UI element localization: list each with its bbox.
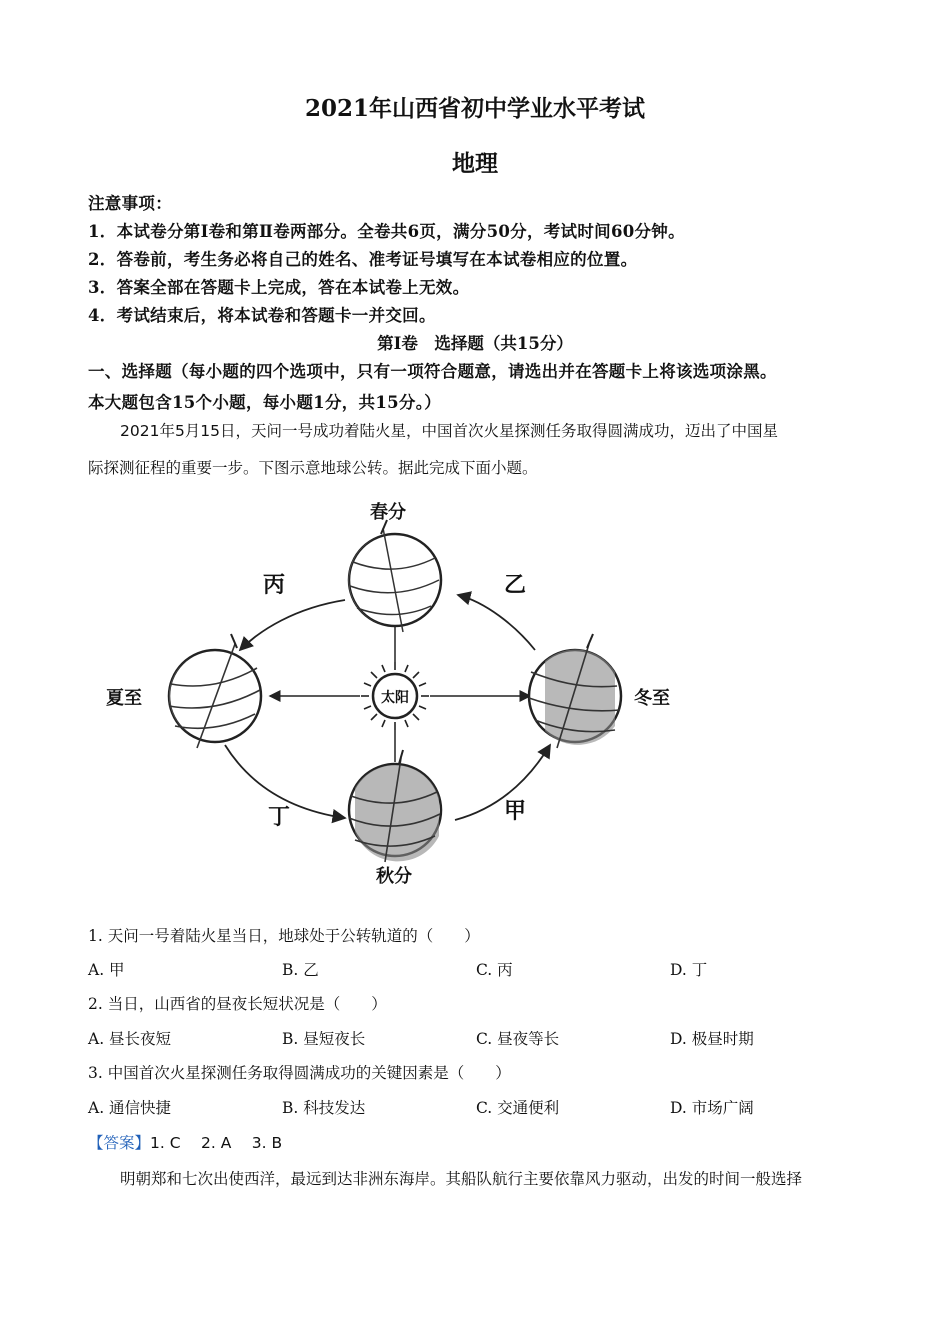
question-1-stem: 1. 天问一号着陆火星当日，地球处于公转轨道的（ ） [88, 927, 480, 945]
notice-item-4: 4．考试结束后，将本试卷和答题卡一并交回。 [88, 306, 436, 325]
q2-option-c: C. 昼夜等长 [476, 1030, 560, 1048]
globe-autumn [349, 750, 441, 862]
notice-item-3: 3．答案全部在答题卡上完成，答在本试卷上无效。 [88, 278, 470, 297]
orbit-arc-bing [240, 600, 345, 650]
part1-title: 第Ⅰ卷 选择题（共15分） [377, 334, 573, 353]
label-jia: 甲 [504, 798, 527, 824]
q1-option-c: C. 丙 [476, 961, 513, 979]
answer-text: 1. C 2. A 3. B [150, 1134, 283, 1152]
notice-item-2: 2．答卷前，考生务必将自己的姓名、准考证号填写在本试卷相应的位置。 [88, 250, 638, 269]
q2-option-d: D. 极昼时期 [670, 1030, 754, 1048]
part1-instruction-line2: 本大题包含15个小题，每小题1分，共15分。） [88, 393, 442, 412]
globe-summer [169, 634, 261, 748]
q1-option-b: B. 乙 [282, 961, 319, 979]
q3-option-b: B. 科技发达 [282, 1099, 366, 1117]
label-spring: 春分 [370, 502, 406, 523]
earth-revolution-diagram [90, 490, 710, 900]
question-3-stem: 3. 中国首次火星探测任务取得圆满成功的关键因素是（ ） [88, 1064, 511, 1082]
exam-subject: 地理 [452, 150, 498, 177]
answer-line [88, 1131, 282, 1153]
q2-option-a: A. 昼长夜短 [88, 1030, 172, 1048]
q3-option-d: D. 市场广阔 [670, 1099, 754, 1117]
q2-option-b: B. 昼短夜长 [282, 1030, 366, 1048]
question-2-stem: 2. 当日，山西省的昼夜长短状况是（ ） [88, 995, 387, 1013]
notice-heading: 注意事项： [88, 194, 172, 213]
orbit-arc-jia [455, 745, 550, 820]
sun-label: 太阳 [381, 690, 409, 706]
label-yi: 乙 [504, 572, 527, 598]
part1-instruction-line1: 一、选择题（每小题的四个选项中，只有一项符合题意，请选出并在答题卡上将该选项涂黑。 [88, 362, 777, 381]
passage2-line1: 明朝郑和七次出使西洋，最远到达非洲东海岸。其船队航行主要依靠风力驱动，出发的时间一般选择 [120, 1170, 803, 1188]
label-summer: 夏至 [106, 688, 142, 709]
q1-option-a: A. 甲 [88, 961, 125, 979]
orbit-arc-yi [458, 595, 535, 650]
label-winter: 冬至 [634, 688, 670, 709]
label-autumn: 秋分 [376, 866, 412, 887]
globe-spring [349, 520, 441, 632]
label-ding: 丁 [268, 804, 291, 830]
q1-option-d: D. 丁 [670, 961, 708, 979]
q3-option-a: A. 通信快捷 [88, 1099, 172, 1117]
q3-option-c: C. 交通便利 [476, 1099, 560, 1117]
exam-title: 2021年山西省初中学业水平考试 [304, 95, 645, 122]
answer-tag: 【答案】 [88, 1134, 151, 1152]
passage1-line1: 2021年5月15日，天问一号成功着陆火星，中国首次火星探测任务取得圆满成功，迈出了中国星 [120, 422, 779, 440]
notice-item-1: 1．本试卷分第Ⅰ卷和第Ⅱ卷两部分。全卷共6页，满分50分，考试时间60分钟。 [88, 222, 685, 241]
globe-winter [529, 634, 621, 748]
passage1-line2: 际探测征程的重要一步。下图示意地球公转。据此完成下面小题。 [88, 459, 538, 477]
label-bing: 丙 [263, 572, 286, 598]
